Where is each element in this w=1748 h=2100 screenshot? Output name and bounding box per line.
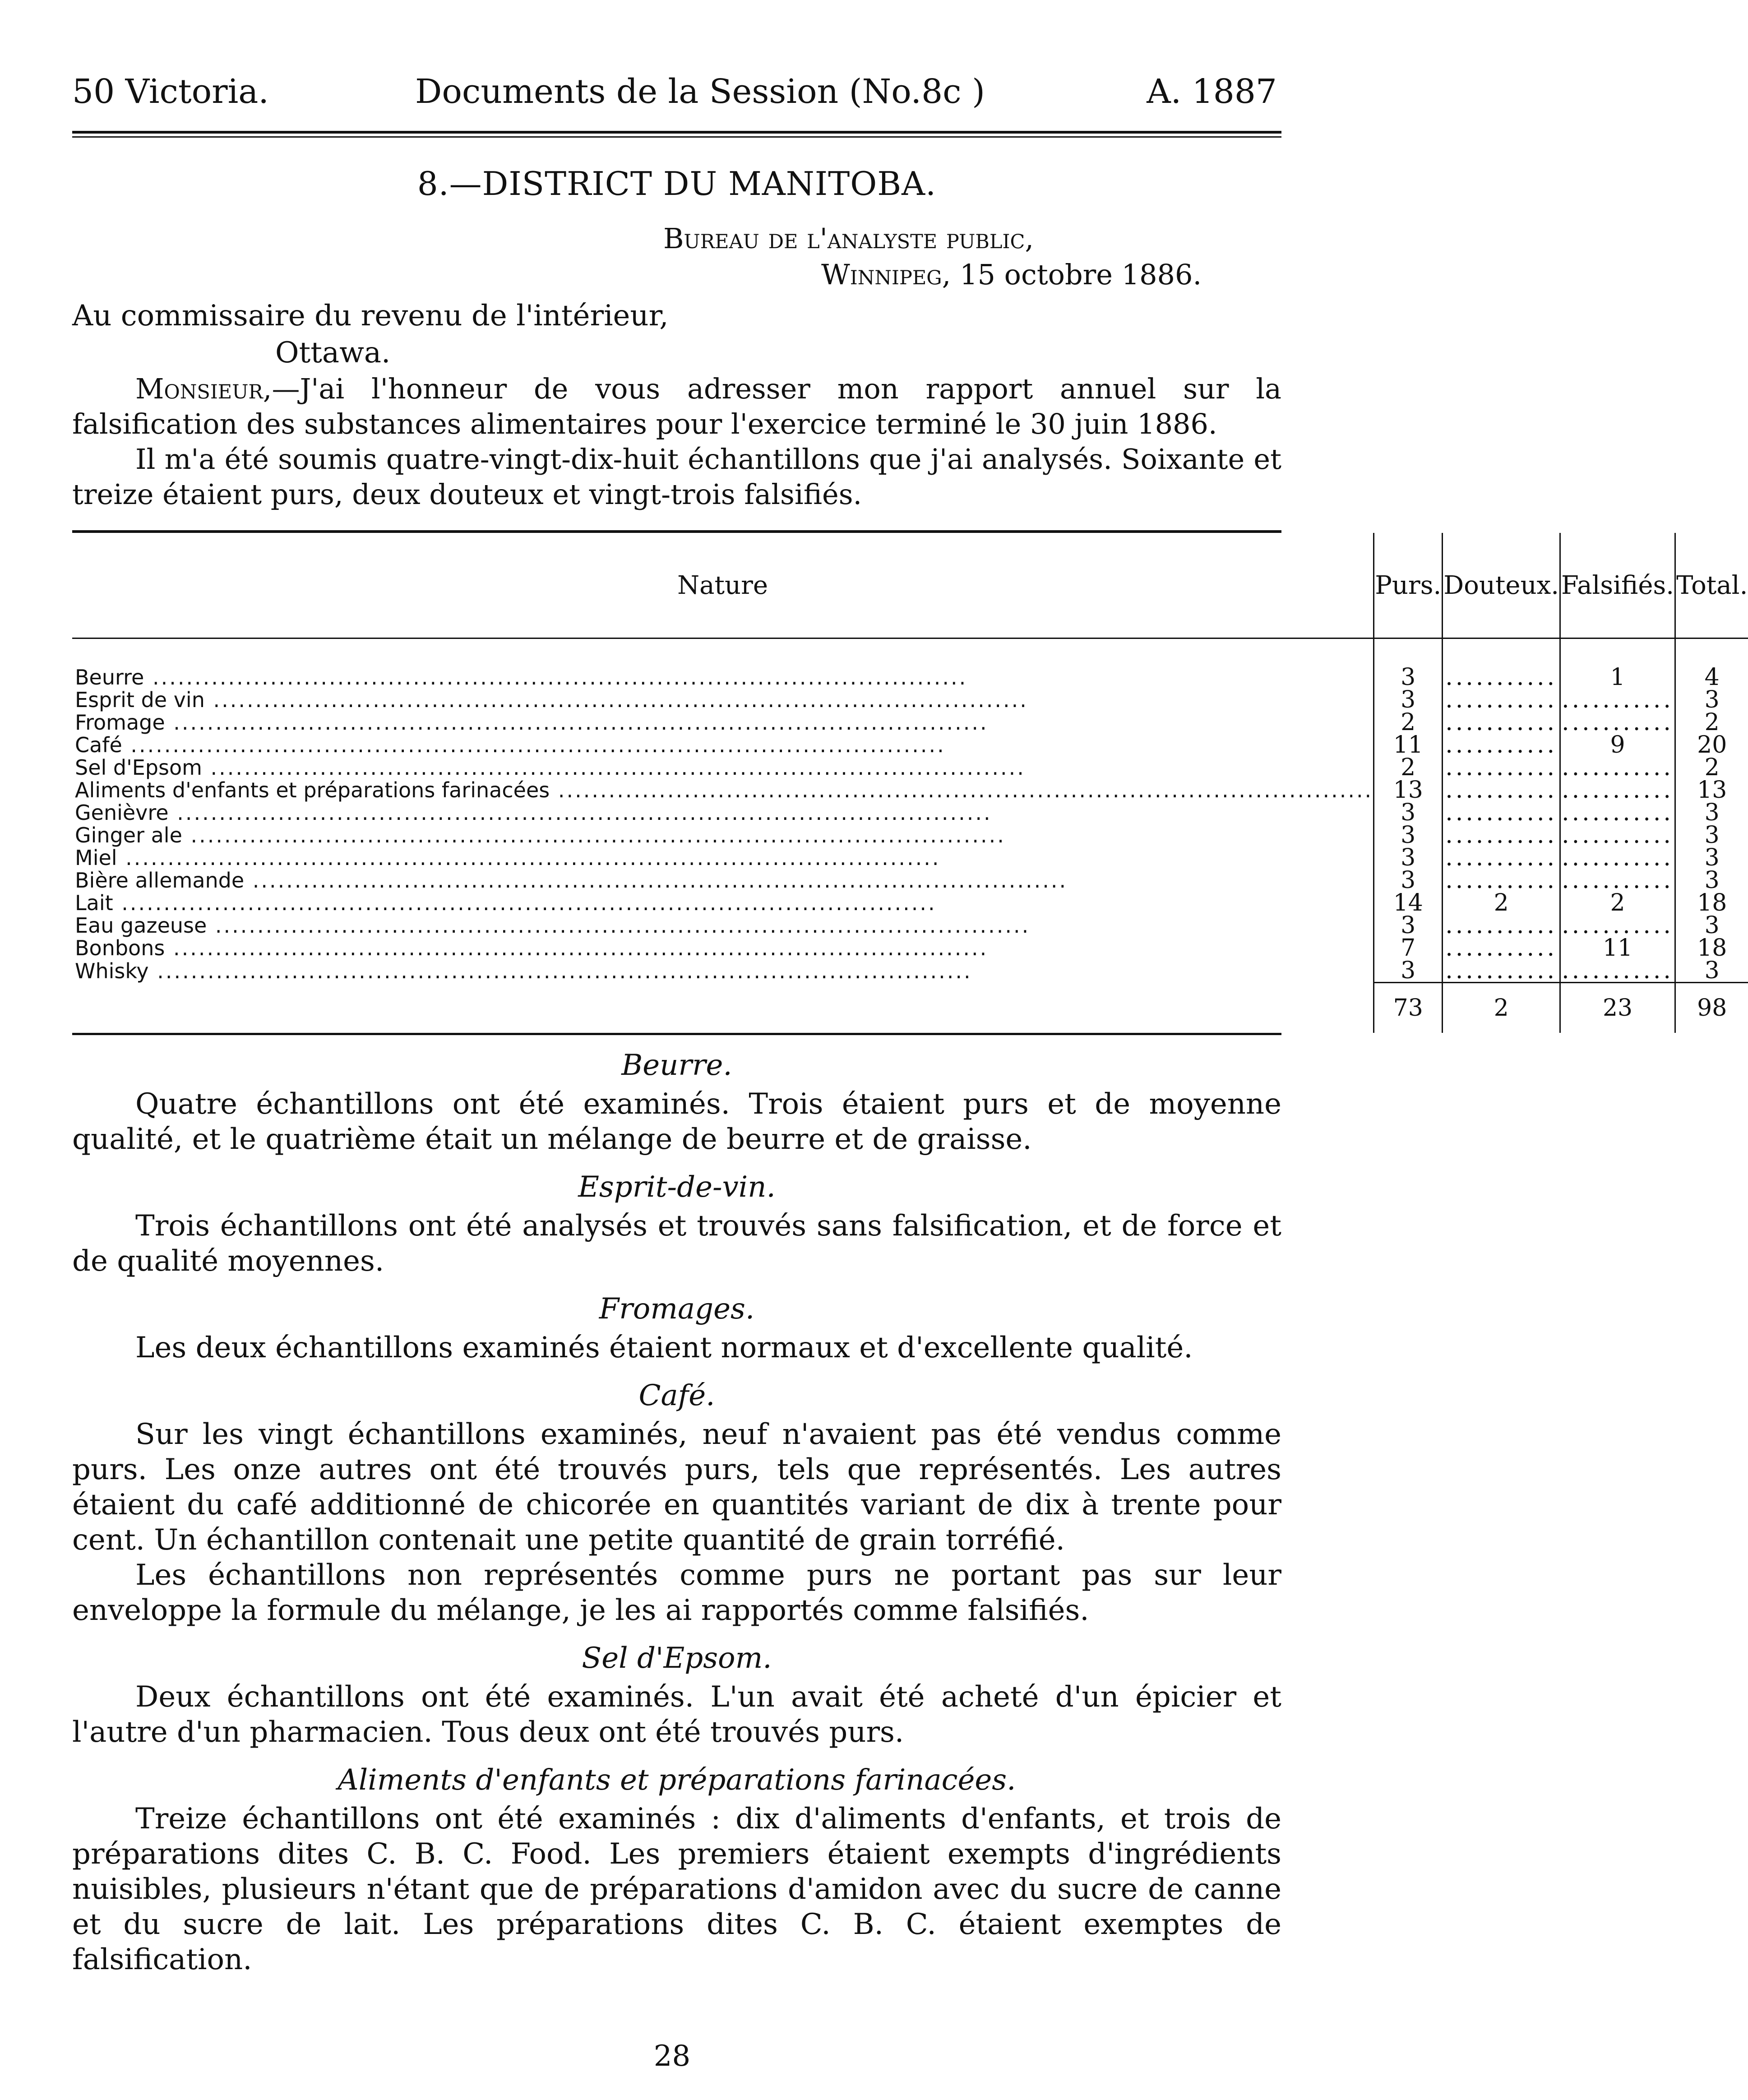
running-header (72, 68, 1281, 122)
row-total: 4 (1675, 638, 1748, 689)
row-nature (72, 846, 1374, 869)
table-row (72, 937, 1748, 959)
row-douteux (1443, 686, 1560, 713)
row-total: 3 (1675, 689, 1748, 711)
row-purs: 3 (1374, 869, 1443, 892)
total-falsifies: 23 (1560, 983, 1675, 1033)
row-purs: 3 (1374, 914, 1443, 937)
row-purs: 2 (1374, 711, 1443, 734)
row-nature (72, 756, 1374, 779)
empty-cell-leader: ........... (1562, 777, 1674, 804)
empty-cell-leader: ........... (1445, 912, 1558, 939)
row-douteux (1443, 801, 1560, 824)
row-nature-label: Genièvre ..... (75, 800, 992, 825)
row-falsifies (1560, 846, 1675, 869)
empty-cell-leader: ........... (1445, 867, 1558, 894)
letter-paragraph-1 (72, 371, 1281, 442)
row-douteux (1443, 756, 1560, 779)
row-douteux (1443, 822, 1560, 849)
row-nature (72, 711, 1374, 734)
salutation: Monsieur, (135, 372, 272, 405)
office-block (663, 221, 1281, 293)
row-nature (72, 689, 1374, 711)
section-heading: Esprit-de-vin. (578, 1170, 776, 1204)
empty-cell-leader: ........... (1562, 867, 1674, 894)
col-header-purs: Purs. (1374, 533, 1443, 638)
addressee-block (72, 297, 1281, 371)
table-row (72, 959, 1748, 983)
empty-cell-leader: ........... (1445, 754, 1558, 781)
document-page (72, 68, 1748, 1977)
letter-body (72, 371, 1281, 512)
empty-cell-leader: ........... (1445, 957, 1558, 984)
row-nature-label: Miel ..... (75, 846, 941, 870)
section-heading: Aliments d'enfants et préparations farinacées. (338, 1763, 1016, 1797)
row-nature-label: Café ..... (75, 733, 946, 757)
section-heading: Fromages. (599, 1292, 755, 1326)
empty-cell-leader: ........... (1445, 731, 1558, 759)
row-total: 3 (1675, 914, 1748, 937)
samples-table-wrapper (72, 530, 1748, 1035)
empty-cell-leader: ........... (1445, 777, 1558, 804)
row-douteux (1443, 777, 1560, 804)
row-falsifies (1560, 777, 1675, 804)
row-nature-label: Bonbons ..... (75, 936, 988, 960)
row-total: 3 (1675, 959, 1748, 983)
empty-cell-leader: ........... (1445, 664, 1558, 691)
table-row (72, 914, 1748, 937)
row-douteux (1443, 711, 1560, 734)
table-row (72, 824, 1748, 846)
totals-label-cell (72, 983, 1374, 1033)
row-nature (72, 892, 1374, 914)
letter-paragraph-2: Il m'a été soumis quatre-vingt-dix-huit échantillons que j'ai analysés. Soixante et treize étaient purs, deux douteux et vingt-trois falsifiés. (72, 443, 1281, 511)
table-row (72, 689, 1748, 711)
row-nature (72, 937, 1374, 959)
section-paragraph: Quatre échantillons ont été examinés. Trois étaient purs et de moyenne qualité, et le quatrième était un mélange de beurre et de graisse. (72, 1087, 1281, 1156)
row-nature-label: Fromage ..... (75, 710, 989, 735)
row-nature-label: Beurre ..... (75, 665, 967, 689)
row-purs: 13 (1374, 779, 1443, 801)
row-falsifies (1560, 959, 1675, 983)
table-row (72, 734, 1748, 756)
col-header-douteux: Douteux. (1443, 533, 1560, 638)
addressee-line: Au commissaire du revenu de l'intérieur, (72, 299, 669, 333)
table-row (72, 711, 1748, 734)
addressee-city: Ottawa. (275, 336, 391, 370)
empty-cell-leader: ........... (1562, 912, 1674, 939)
empty-cell-leader: ........... (1445, 934, 1558, 962)
section-paragraph: Sur les vingt échantillons examinés, neuf n'avaient pas été vendus comme purs. Les onze autres ont été trouvés purs, tels que représentés. Les autres étaient du café additionné de chicorée en quantités variant de dix à trente pour cent. Un échantillon contenait une petite quantité de grain torréfié. (72, 1418, 1281, 1557)
table-row (72, 779, 1748, 801)
row-falsifies (1560, 869, 1675, 892)
row-falsifies: 2 (1560, 892, 1675, 914)
samples-table (72, 533, 1748, 1033)
row-total: 3 (1675, 846, 1748, 869)
row-purs: 14 (1374, 892, 1443, 914)
empty-cell-leader: ........... (1562, 957, 1674, 984)
row-nature (72, 734, 1374, 756)
row-douteux (1443, 638, 1560, 689)
row-nature-label: Lait ..... (75, 891, 937, 915)
empty-cell-leader: ........... (1562, 822, 1674, 849)
row-douteux (1443, 914, 1560, 937)
empty-cell-leader: ........... (1562, 799, 1674, 826)
row-falsifies (1560, 822, 1675, 849)
empty-cell-leader: ........... (1445, 709, 1558, 736)
row-falsifies (1560, 686, 1675, 713)
row-purs: 3 (1374, 801, 1443, 824)
row-purs: 3 (1374, 846, 1443, 869)
row-nature (72, 638, 1374, 689)
row-nature-label: Sel d'Epsom ..... (75, 755, 1026, 780)
total-douteux: 2 (1443, 983, 1560, 1033)
table-row (72, 801, 1748, 824)
table-row (72, 892, 1748, 914)
row-total: 18 (1675, 937, 1748, 959)
office-place-date (821, 257, 1281, 293)
row-falsifies: 1 (1560, 638, 1675, 689)
table-row (72, 638, 1748, 689)
row-falsifies (1560, 711, 1675, 734)
row-nature-label: Eau gazeuse ..... (75, 913, 1030, 938)
row-nature (72, 959, 1374, 983)
header-year: A. 1887 (1147, 72, 1277, 111)
row-falsifies: 9 (1560, 734, 1675, 756)
row-nature (72, 869, 1374, 892)
row-nature (72, 824, 1374, 846)
row-douteux: 2 (1443, 892, 1560, 914)
section-paragraph: Les deux échantillons examinés étaient normaux et d'excellente qualité. (135, 1331, 1193, 1365)
row-total: 13 (1675, 779, 1748, 801)
col-header-total: Total. (1675, 533, 1748, 638)
row-douteux (1443, 869, 1560, 892)
row-purs: 2 (1374, 756, 1443, 779)
empty-cell-leader: ........... (1562, 686, 1674, 713)
row-total: 20 (1675, 734, 1748, 756)
row-purs: 3 (1374, 824, 1443, 846)
row-nature-label: Esprit de vin ..... (75, 688, 1028, 712)
table-body (72, 638, 1748, 1033)
header-rule (72, 131, 1281, 138)
row-total: 2 (1675, 711, 1748, 734)
row-total: 3 (1675, 801, 1748, 824)
section-paragraph: Trois échantillons ont été analysés et trouvés sans falsification, et de force et de qualité moyennes. (72, 1209, 1281, 1278)
col-header-nature: Nature (72, 533, 1374, 638)
row-falsifies: 11 (1560, 937, 1675, 959)
row-falsifies (1560, 914, 1675, 937)
col-header-falsifies: Falsifiés. (1560, 533, 1675, 638)
table-row (72, 756, 1748, 779)
row-douteux (1443, 959, 1560, 983)
row-nature-label: Aliments d'enfants et préparations farinacées ..... (75, 778, 1373, 802)
empty-cell-leader: ........... (1562, 709, 1674, 736)
section-paragraph: Deux échantillons ont été examinés. L'un avait été acheté d'un épicier et l'autre d'un pharmacien. Tous deux ont été trouvés purs. (72, 1680, 1281, 1749)
office-name: Bureau de l'analyste public, (663, 222, 1034, 255)
empty-cell-leader: ........... (1445, 822, 1558, 849)
row-nature-label: Bière allemande ..... (75, 868, 1068, 893)
report-sections (72, 1049, 1281, 1977)
empty-cell-leader: ........... (1445, 844, 1558, 871)
row-purs: 3 (1374, 638, 1443, 689)
totals-row (72, 983, 1748, 1033)
table-row (72, 846, 1748, 869)
table-row (72, 869, 1748, 892)
row-total: 3 (1675, 869, 1748, 892)
row-nature (72, 779, 1374, 801)
row-douteux (1443, 846, 1560, 869)
row-purs: 11 (1374, 734, 1443, 756)
row-purs: 3 (1374, 689, 1443, 711)
row-falsifies (1560, 756, 1675, 779)
row-total: 18 (1675, 892, 1748, 914)
letter-p1-text: —J'ai l'honneur de vous adresser mon rapport annuel sur la falsification des substances alimentaires pour l'exercice terminé le 30 juin 1886. (72, 372, 1281, 440)
row-purs: 7 (1374, 937, 1443, 959)
section-heading: Café. (638, 1379, 715, 1412)
report-title: 8.—DISTRICT DU MANITOBA. (417, 165, 937, 203)
row-nature (72, 914, 1374, 937)
empty-cell-leader: ........... (1445, 799, 1558, 826)
section-paragraph: Les échantillons non représentés comme purs ne portant pas sur leur enveloppe la formule du mélange, je les ai rapportés comme falsifiés. (72, 1559, 1281, 1627)
row-total: 3 (1675, 824, 1748, 846)
empty-cell-leader: ........... (1445, 686, 1558, 713)
page-number: 28 (653, 2040, 691, 2073)
row-total: 2 (1675, 756, 1748, 779)
empty-cell-leader: ........... (1562, 754, 1674, 781)
header-volume: 50 Victoria. (72, 72, 269, 111)
row-purs: 3 (1374, 959, 1443, 983)
office-date: 15 octobre 1886. (960, 258, 1202, 291)
table-header-row (72, 533, 1748, 638)
empty-cell-leader: ........... (1562, 844, 1674, 871)
section-heading: Sel d'Epsom. (582, 1642, 772, 1675)
office-place: Winnipeg, (821, 258, 951, 291)
row-nature-label: Whisky ..... (75, 959, 972, 983)
row-douteux (1443, 934, 1560, 962)
header-series: Documents de la Session (No.8c ) (415, 72, 985, 111)
row-nature (72, 801, 1374, 824)
row-falsifies (1560, 801, 1675, 824)
section-heading: Beurre. (621, 1049, 732, 1082)
total-total: 98 (1675, 983, 1748, 1033)
row-nature-label: Ginger ale ..... (75, 823, 1006, 847)
section-paragraph: Treize échantillons ont été examinés : dix d'aliments d'enfants, et trois de préparations dites C. B. C. Food. Les premiers étaient exempts d'ingrédients nuisibles, plusieurs n'étant que de préparations d'amidon avec du sucre de canne et du sucre de lait. Les préparations dites C. B. C. étaient exemptes de falsification. (72, 1802, 1281, 1976)
row-douteux (1443, 731, 1560, 759)
total-purs: 73 (1374, 983, 1443, 1033)
